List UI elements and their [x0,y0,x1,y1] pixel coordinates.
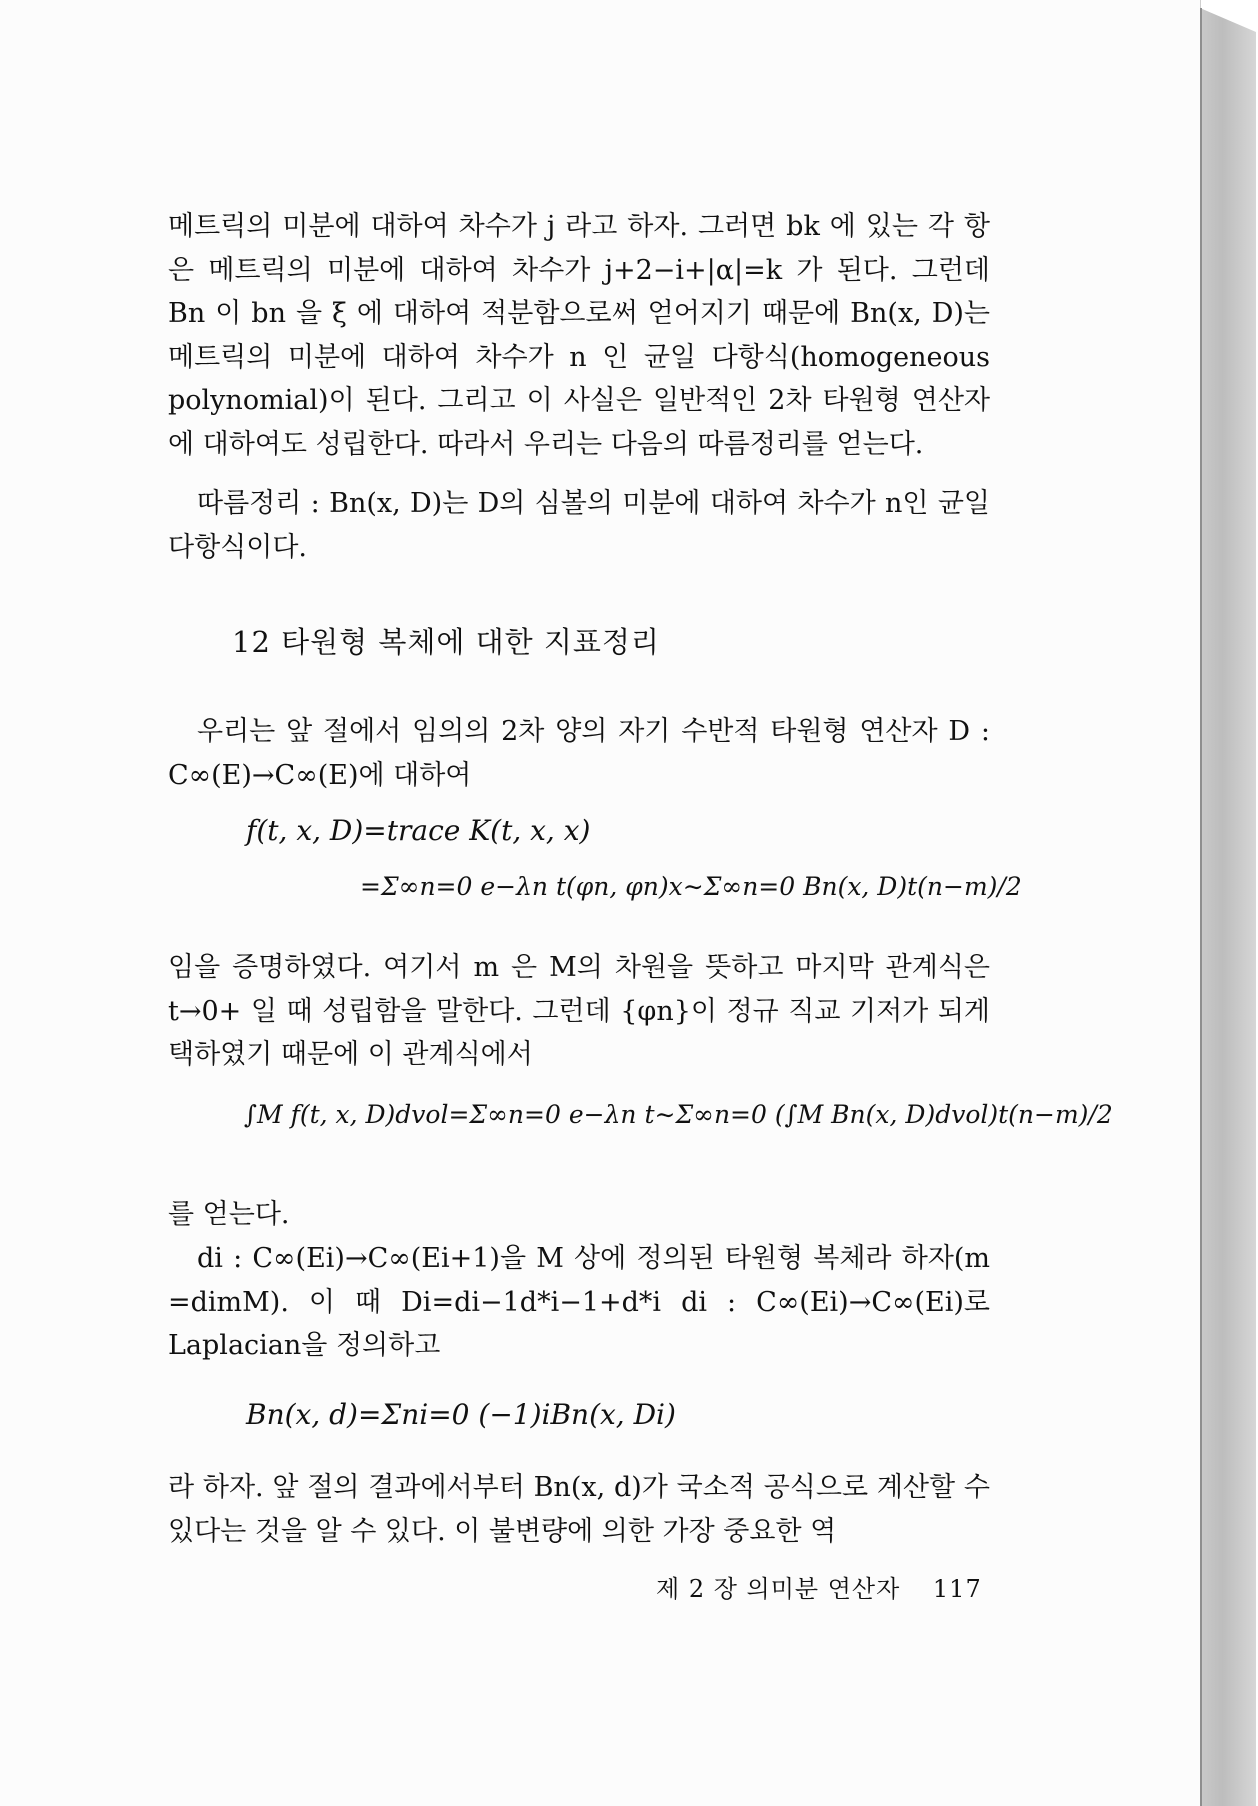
page-number: 117 [932,1575,982,1603]
body-paragraph-1 [168,205,990,466]
corollary-block [168,482,990,569]
page-stack-edge [1200,8,1256,1806]
equation-3: Bn(x, d)=Σni=0 (−1)iBn(x, Di) [246,1398,676,1431]
paragraph-obtain: 를 얻는다. [168,1199,290,1230]
body-paragraph-6 [168,1466,990,1553]
body-paragraph-3 [168,946,990,1077]
paragraph-elliptic-operator: 우리는 앞 절에서 임의의 2차 양의 자기 수반적 타원형 연산자 D : C∞(E)→C∞(E)에 대하여 [168,716,990,791]
body-paragraph-2 [168,710,990,797]
body-paragraph-4 [168,1193,990,1237]
page-edge-line [1200,8,1202,1806]
equation-1-line-2: =Σ∞n=0 e−λn t(φn, φn)x∼Σ∞n=0 Bn(x, D)t(n−m)/2 [360,872,1022,901]
equation-1-line-1: f(t, x, D)=trace K(t, x, x) [246,814,591,847]
footer-chapter-title: 제 2 장 의미분 연산자 [656,1575,901,1603]
section-heading: 12 타원형 복체에 대한 지표정리 [232,625,660,659]
page-footer [656,1569,982,1604]
corollary-text: 따름정리 : Bn(x, D)는 D의 심볼의 미분에 대하여 차수가 n인 균일 다항식이다. [168,488,990,563]
body-paragraph-5 [168,1237,990,1368]
equation-2: ∫M f(t, x, D)dvol=Σ∞n=0 e−λn t∼Σ∞n=0 (∫M Bn(x, D)dvol)t(n−m)/2 [244,1100,1113,1129]
paragraph-metric-derivative: 메트릭의 미분에 대하여 차수가 j 라고 하자. 그러면 bk 에 있는 각 항은 메트릭의 미분에 대하여 차수가 j+2−i+|α|=k 가 된다. 그런데 Bn 이 bn 을 ξ 에 대하여 적분함으로써 얻어지기 때문에 Bn(x, D)는 메트릭의 미분에 대하여 차수가 n 인 균일 다항식(homogeneous polynomial)이 된다. 그리고 이 사실은 일반적인 2차 타원형 연산자에 대하여도 성립한다. 따라서 우리는 다음의 따름정리를 얻는다. [168,211,990,460]
paragraph-local-formula: 라 하자. 앞 절의 결과에서부터 Bn(x, d)가 국소적 공식으로 계산할 수 있다는 것을 알 수 있다. 이 불변량에 의한 가장 중요한 역 [168,1472,990,1547]
paragraph-proof: 임을 증명하였다. 여기서 m 은 M의 차원을 뜻하고 마지막 관계식은 t→0+ 일 때 성립함을 말한다. 그런데 {φn}이 정규 직교 기저가 되게 택하였기 때문에 이 관계식에서 [168,952,990,1070]
paragraph-elliptic-complex: di : C∞(Ei)→C∞(Ei+1)을 M 상에 정의된 타원형 복체라 하자(m =dimM). 이 때 Di=di−1d*i−1+d*i di : C∞(Ei)→C∞(Ei)로 Laplacian을 정의하고 [168,1243,990,1361]
